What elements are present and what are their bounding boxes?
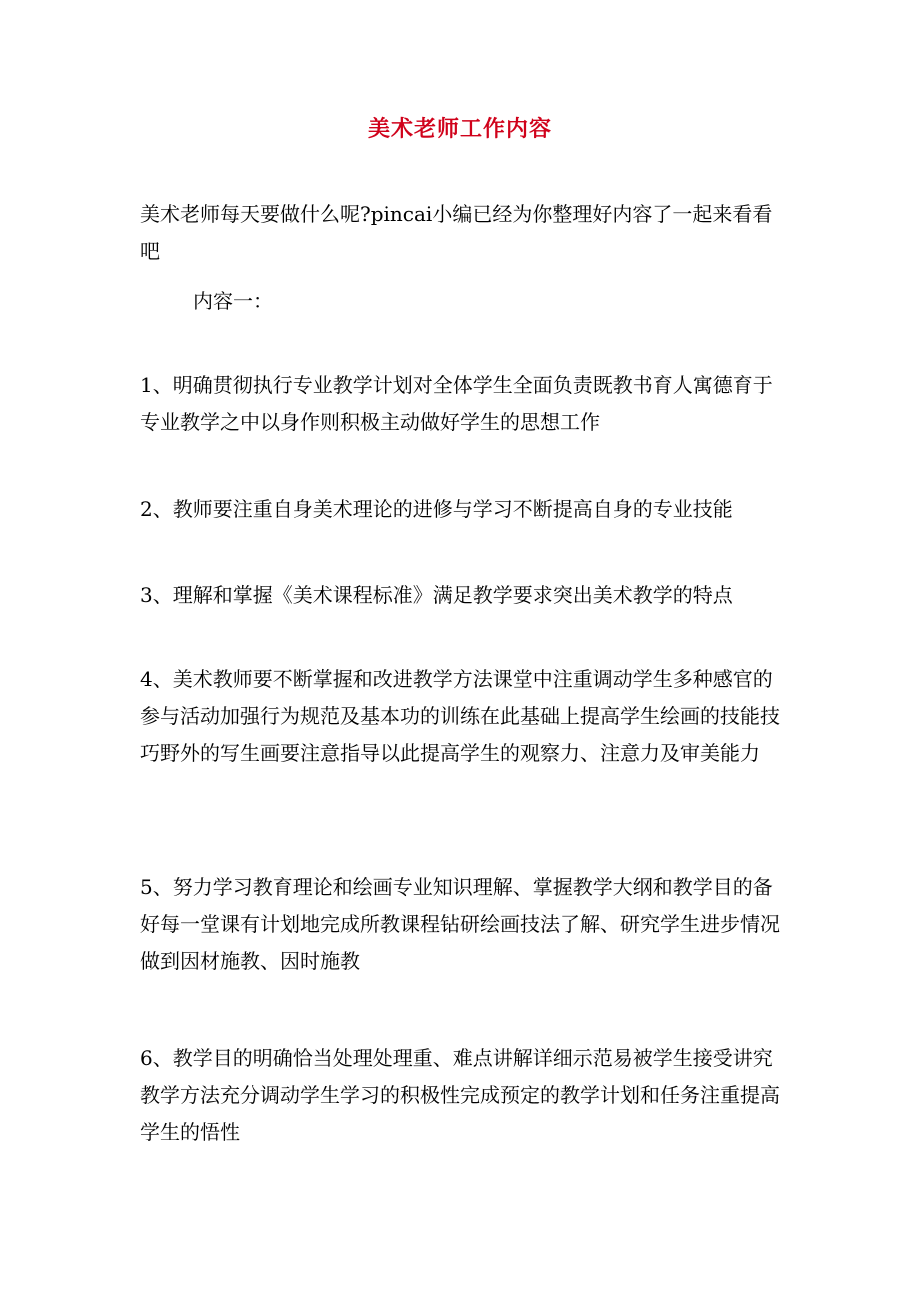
list-item: 6、教学目的明确恰当处理处理重、难点讲解详细示范易被学生接受讲究教学方法充分调动学生学习的积极性完成预定的教学计划和任务注重提高学生的悟性 — [140, 1046, 780, 1144]
document-title: 美术老师工作内容 — [367, 116, 552, 142]
list-item: 2、教师要注重自身美术理论的进修与学习不断提高自身的专业技能 — [140, 497, 733, 521]
list-item: 1、明确贯彻执行专业教学计划对全体学生全面负责既教书育人寓德育于专业教学之中以身作则积极主动做好学生的思想工作 — [140, 373, 773, 434]
list-item: 5、努力学习教育理论和绘画专业知识理解、掌握教学大纲和教学目的备好每一堂课有计划地完成所教课程钻研绘画技法了解、研究学生进步情况做到因材施教、因时施教 — [140, 875, 780, 973]
list-item: 4、美术教师要不断掌握和改进教学方法课堂中注重调动学生多种感官的参与活动加强行为规范及基本功的训练在此基础上提高学生绘画的技能技巧野外的写生画要注意指导以此提高学生的观察力、注意力及审美能力 — [140, 667, 780, 765]
section-heading: 内容一： — [193, 289, 273, 313]
list-item: 3、理解和掌握《美术课程标准》满足教学要求突出美术教学的特点 — [140, 583, 733, 607]
intro-paragraph: 美术老师每天要做什么呢?pincai小编已经为你整理好内容了一起来看看吧 — [140, 202, 773, 263]
